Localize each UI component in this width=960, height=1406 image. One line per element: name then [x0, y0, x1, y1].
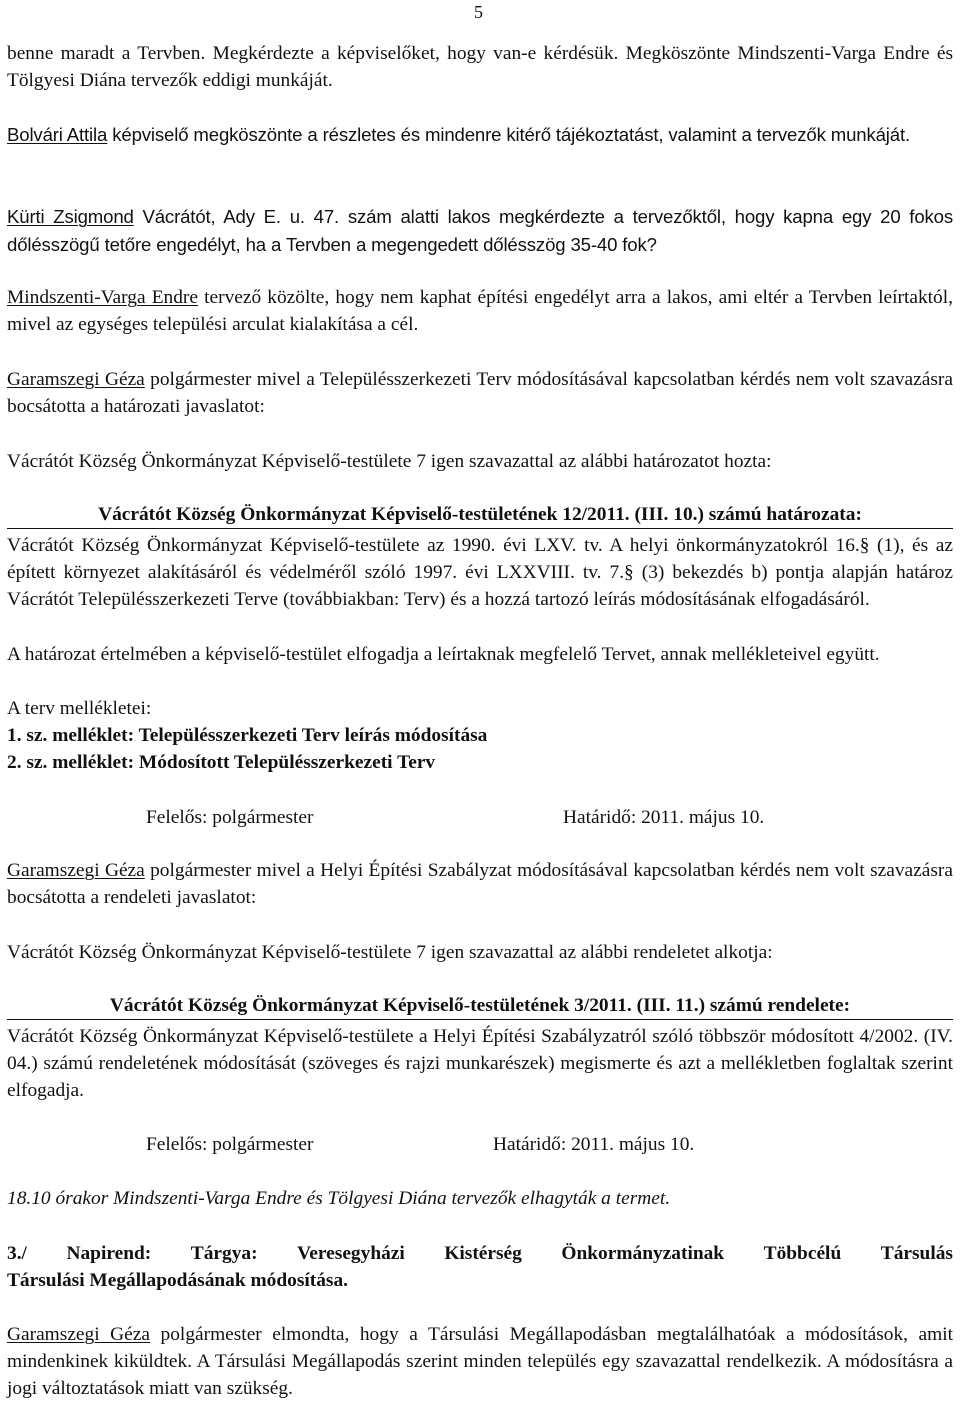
speaker-name: Garamszegi Géza	[7, 860, 145, 881]
speaker-name: Garamszegi Géza	[7, 369, 145, 390]
responsible-1: Felelős: polgármester	[146, 807, 314, 828]
paragraph-mindszenti	[7, 284, 953, 338]
responsible-2: Felelős: polgármester	[146, 1134, 314, 1155]
agenda-word: Kistérség	[444, 1243, 522, 1264]
speaker-text: képviselő megköszönte a részletes és mindenre kitérő tájékoztatást, valamint a tervezők munkáját.	[107, 124, 910, 145]
speaker-text: Vácrátót, Ady E. u. 47. szám alatti lakos megkérdezte a tervezőktől, hogy kapna egy 20 fokos dőlésszögű tetőre engedélyt, ha a Tervben a megengedett dőlésszög 35-40 fok?	[7, 206, 953, 255]
agenda-word: Többcélú	[763, 1243, 842, 1264]
paragraph-bolvari	[7, 121, 953, 149]
speaker-name: Kürti Zsigmond	[7, 206, 134, 227]
paragraph-continuation: benne maradt a Tervben. Megkérdezte a képviselőket, hogy van-e kérdésük. Megköszönte Mindszenti-Varga Endre és Tölgyesi Diána tervezők eddigi munkáját.	[7, 43, 953, 91]
agenda-word: Veresegyházi	[297, 1243, 405, 1264]
resolution-body: Vácrátót Község Önkormányzat Képviselő-testülete az 1990. évi LXV. tv. A helyi önkormányzatokról 16.§ (1), és az épített környezet alakításáról és védelméről szóló 1997. évi LXXVIII. tv. 7.§ (3) bekezdés b) pontja alapján határoz Vácrátót Településszerkezeti Terve (továbbiakban: Terv) és a hozzá tartozó leírás módosításának elfogadásáról.	[7, 535, 953, 610]
agenda-word: Napirend:	[66, 1243, 152, 1264]
agenda-word: Társulás	[880, 1243, 953, 1264]
speaker-text: polgármester mivel a Településszerkezeti Terv módosításával kapcsolatban kérdés nem volt szavazásra bocsátotta a határozati javaslatot:	[7, 369, 953, 417]
agenda-heading-line-1	[7, 1240, 953, 1267]
agenda-heading-line-2: Társulási Megállapodásának módosítása.	[7, 1270, 349, 1291]
deadline-2: Határidő: 2011. május 10.	[493, 1134, 695, 1155]
speaker-name: Garamszegi Géza	[7, 1324, 150, 1345]
vote-statement-1: Vácrátót Község Önkormányzat Képviselő-testülete 7 igen szavazattal az alábbi határozatot hozta:	[7, 451, 772, 472]
paragraph-kurti	[7, 203, 953, 259]
resolution-heading: Vácrátót Község Önkormányzat Képviselő-testületének 12/2011. (III. 10.) számú határozata:	[7, 501, 953, 529]
paragraph-garamszegi-2	[7, 857, 953, 911]
decree-body: Vácrátót Község Önkormányzat Képviselő-testülete a Helyi Építési Szabályzatról szóló többször módosított 4/2002. (IV. 04.) számú rendeletének módosítását (szöveges és rajzi munkarészek) megismerte és azt a mellékletben foglaltak szerint elfogadja.	[7, 1026, 953, 1101]
speaker-text: polgármester elmondta, hogy a Társulási Megállapodásban megtalálhatóak a módosítások, amit mindenkinek kiküldtek. A Társulási Megállapodás szerint minden település egy szavazattal rendelkezik. A módosításra a jogi változtatások miatt van szükség.	[7, 1324, 953, 1399]
speaker-text: tervező közölte, hogy nem kaphat építési engedélyt arra a lakos, ami eltér a Tervben leírtaktól, mivel az egységes települési arculat kialakítása a cél.	[7, 287, 953, 335]
speaker-text: polgármester mivel a Helyi Építési Szabályzat módosításával kapcsolatban kérdés nem volt szavazásra bocsátotta a rendeleti javaslatot:	[7, 860, 953, 908]
agenda-word: 3./	[7, 1243, 27, 1264]
attachment-1: 1. sz. melléklet: Településszerkezeti Terv leírás módosítása	[7, 725, 488, 746]
attachments-label: A terv mellékletei:	[7, 698, 152, 719]
resolution-acceptance: A határozat értelmében a képviselő-testület elfogadja a leírtaknak megfelelő Tervet, annak mellékleteivel együtt.	[7, 644, 880, 665]
agenda-word: Tárgya:	[190, 1243, 258, 1264]
agenda-word: Önkormányzatinak	[561, 1243, 725, 1264]
page-number: 5	[474, 2, 483, 22]
speaker-name: Mindszenti-Varga Endre	[7, 287, 198, 308]
paragraph-garamszegi-3	[7, 1321, 953, 1402]
vote-statement-2: Vácrátót Község Önkormányzat Képviselő-testülete 7 igen szavazattal az alábbi rendeletet alkotja:	[7, 942, 773, 963]
speaker-name: Bolvári Attila	[7, 124, 108, 145]
deadline-1: Határidő: 2011. május 10.	[563, 807, 765, 828]
decree-heading: Vácrátót Község Önkormányzat Képviselő-testületének 3/2011. (III. 11.) számú rendelete:	[7, 992, 953, 1020]
attachment-2: 2. sz. melléklet: Módosított Településszerkezeti Terv	[7, 752, 436, 773]
departure-note: 18.10 órakor Mindszenti-Varga Endre és Tölgyesi Diána tervezők elhagyták a termet.	[7, 1188, 671, 1209]
paragraph-garamszegi-1	[7, 366, 953, 420]
